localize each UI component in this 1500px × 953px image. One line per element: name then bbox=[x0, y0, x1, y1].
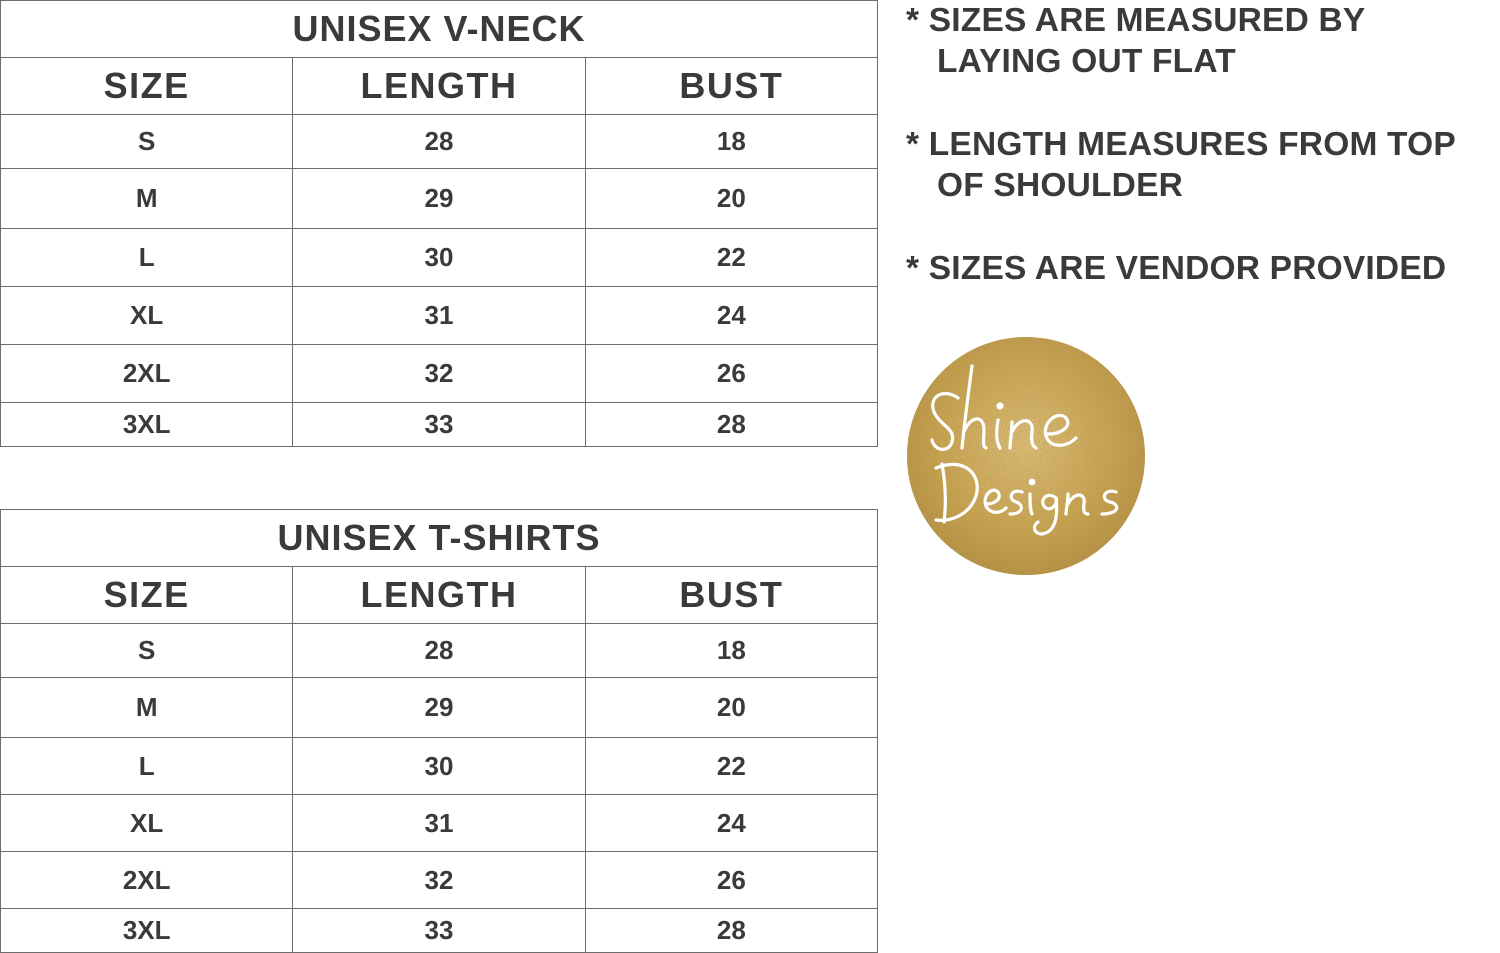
bust-cell: 18 bbox=[585, 624, 877, 678]
size-cell: L bbox=[1, 738, 293, 795]
bust-cell: 28 bbox=[585, 403, 877, 447]
size-cell: 2XL bbox=[1, 852, 293, 909]
length-cell: 29 bbox=[293, 678, 585, 738]
note-vendor-provided bbox=[906, 248, 1446, 289]
gold-glitter-circle-logo-icon bbox=[906, 336, 1146, 576]
bust-cell: 20 bbox=[585, 169, 877, 229]
column-header-bust: BUST bbox=[585, 58, 877, 115]
bust-cell: 26 bbox=[585, 345, 877, 403]
table-row bbox=[1, 229, 878, 287]
length-cell: 29 bbox=[293, 169, 585, 229]
table-row bbox=[1, 738, 878, 795]
length-cell: 33 bbox=[293, 909, 585, 953]
note-line: * SIZES ARE VENDOR PROVIDED bbox=[906, 250, 1447, 287]
size-cell: XL bbox=[1, 287, 293, 345]
column-header-length: LENGTH bbox=[293, 58, 585, 115]
table-row bbox=[1, 287, 878, 345]
column-header-bust: BUST bbox=[585, 567, 877, 624]
size-cell: XL bbox=[1, 795, 293, 852]
length-cell: 31 bbox=[293, 287, 585, 345]
note-length-measure bbox=[906, 124, 1456, 206]
column-header-size: SIZE bbox=[1, 567, 293, 624]
shine-designs-logo bbox=[906, 336, 1146, 576]
size-cell: 2XL bbox=[1, 345, 293, 403]
note-line: LAYING OUT FLAT bbox=[937, 43, 1236, 80]
table-title: UNISEX V-NECK bbox=[1, 1, 878, 58]
size-cell: S bbox=[1, 115, 293, 169]
bust-cell: 22 bbox=[585, 738, 877, 795]
length-cell: 31 bbox=[293, 795, 585, 852]
size-cell: 3XL bbox=[1, 909, 293, 953]
note-measured-flat bbox=[906, 0, 1365, 82]
table-row bbox=[1, 909, 878, 953]
note-line: * SIZES ARE MEASURED BY bbox=[906, 2, 1366, 39]
size-cell: S bbox=[1, 624, 293, 678]
table-row bbox=[1, 169, 878, 229]
bust-cell: 20 bbox=[585, 678, 877, 738]
length-cell: 28 bbox=[293, 115, 585, 169]
table-row bbox=[1, 115, 878, 169]
bust-cell: 22 bbox=[585, 229, 877, 287]
size-cell: M bbox=[1, 169, 293, 229]
bust-cell: 18 bbox=[585, 115, 877, 169]
table-row bbox=[1, 624, 878, 678]
note-line: OF SHOULDER bbox=[937, 167, 1184, 204]
bust-cell: 24 bbox=[585, 287, 877, 345]
size-cell: L bbox=[1, 229, 293, 287]
column-header-size: SIZE bbox=[1, 58, 293, 115]
table-row bbox=[1, 403, 878, 447]
table-row bbox=[1, 795, 878, 852]
bust-cell: 26 bbox=[585, 852, 877, 909]
length-cell: 30 bbox=[293, 229, 585, 287]
length-cell: 33 bbox=[293, 403, 585, 447]
note-line: * LENGTH MEASURES FROM TOP bbox=[906, 126, 1456, 163]
table-row bbox=[1, 345, 878, 403]
column-header-length: LENGTH bbox=[293, 567, 585, 624]
vneck-size-table bbox=[0, 0, 878, 447]
length-cell: 30 bbox=[293, 738, 585, 795]
length-cell: 28 bbox=[293, 624, 585, 678]
bust-cell: 28 bbox=[585, 909, 877, 953]
bust-cell: 24 bbox=[585, 795, 877, 852]
table-title: UNISEX T-SHIRTS bbox=[1, 510, 878, 567]
table-row bbox=[1, 678, 878, 738]
tshirts-size-table bbox=[0, 509, 878, 953]
size-cell: M bbox=[1, 678, 293, 738]
length-cell: 32 bbox=[293, 345, 585, 403]
length-cell: 32 bbox=[293, 852, 585, 909]
table-row bbox=[1, 852, 878, 909]
size-cell: 3XL bbox=[1, 403, 293, 447]
